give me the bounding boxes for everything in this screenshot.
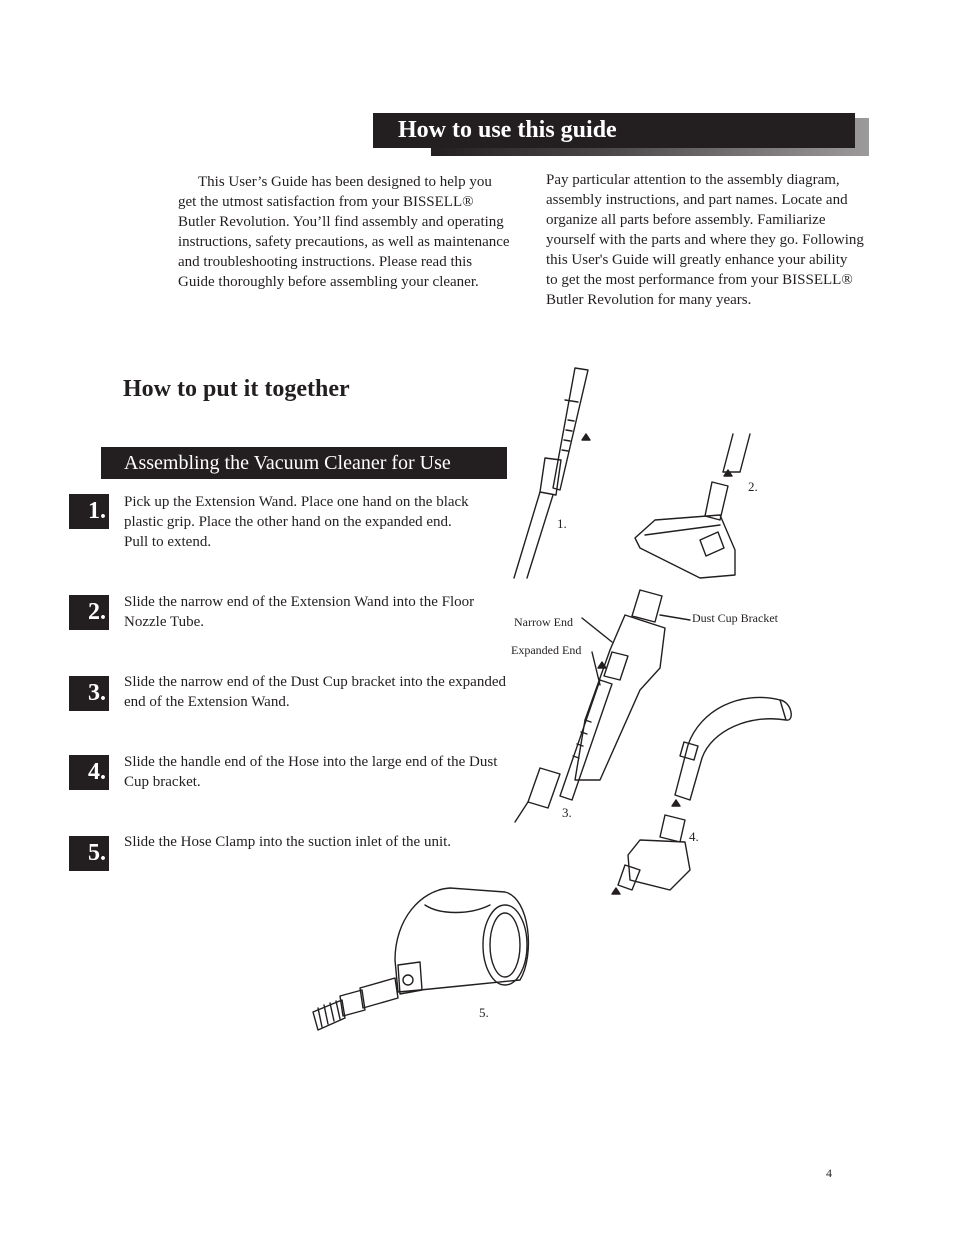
intro-line: assembly instructions, and part names. Locate and [546,192,848,208]
dust-cup-bracket-label: Dust Cup Bracket [692,611,778,625]
intro-line: yourself with the parts and where they go. Following [546,232,864,248]
step-number-1: 1. [69,494,109,529]
intro-line: and troubleshooting instructions. Please read this [178,254,473,270]
intro-line: This User’s Guide has been designed to help you [198,174,492,190]
intro-line: Butler Revolution for many years. [546,292,752,308]
intro-line: organize all parts before assembly. Familiarize [546,212,826,228]
step-text-3: Slide the narrow end of the Dust Cup bracket into the expanded end of the Extension Wand. [124,674,506,710]
step-number-3: 3. [69,676,109,711]
floor-nozzle-illustration [635,434,750,578]
step-number-4: 4. [69,755,109,790]
page-title: How to use this guide [398,117,617,143]
figure-label-4: 4. [689,829,699,844]
step-text-4: Slide the handle end of the Hose into the large end of the Dust Cup bracket. [124,754,498,790]
subsection-title: Assembling the Vacuum Cleaner for Use [124,452,451,474]
figure-label-5: 5. [479,1005,489,1020]
section-title: How to put it together [123,376,350,402]
narrow-end-label: Narrow End [514,615,573,629]
figure-label-2: 2. [748,479,758,494]
intro-line: Guide thoroughly before assembling your cleaner. [178,274,479,290]
expanded-end-label: Expanded End [511,643,582,657]
extension-wand-illustration [514,368,590,578]
intro-line: this User's Guide will greatly enhance your ability [546,252,848,268]
step-text-2: Slide the narrow end of the Extension Wand into the Floor Nozzle Tube. [124,594,475,630]
canister-unit-illustration [313,888,528,1030]
hose-handle-illustration [612,697,791,894]
step-number-2: 2. [69,595,109,630]
page-number: 4 [826,1166,832,1180]
intro-line: Butler Revolution. You’ll find assembly and operating [178,214,504,230]
intro-line: to get the most performance from your BISSELL® [546,272,853,288]
intro-line: get the utmost satisfaction from your BISSELL® [178,194,474,210]
figure-label-3: 3. [562,805,572,820]
figure-label-1: 1. [557,516,567,531]
step-text-1: Pick up the Extension Wand. Place one hand on the black plastic grip. Place the other hand on the expanded end. Pull to extend. [124,494,469,550]
intro-line: Pay particular attention to the assembly diagram, [546,172,840,188]
step-number-5: 5. [69,836,109,871]
step-text-5: Slide the Hose Clamp into the suction inlet of the unit. [124,834,452,850]
intro-line: instructions, safety precautions, as well as maintenance [178,234,510,250]
